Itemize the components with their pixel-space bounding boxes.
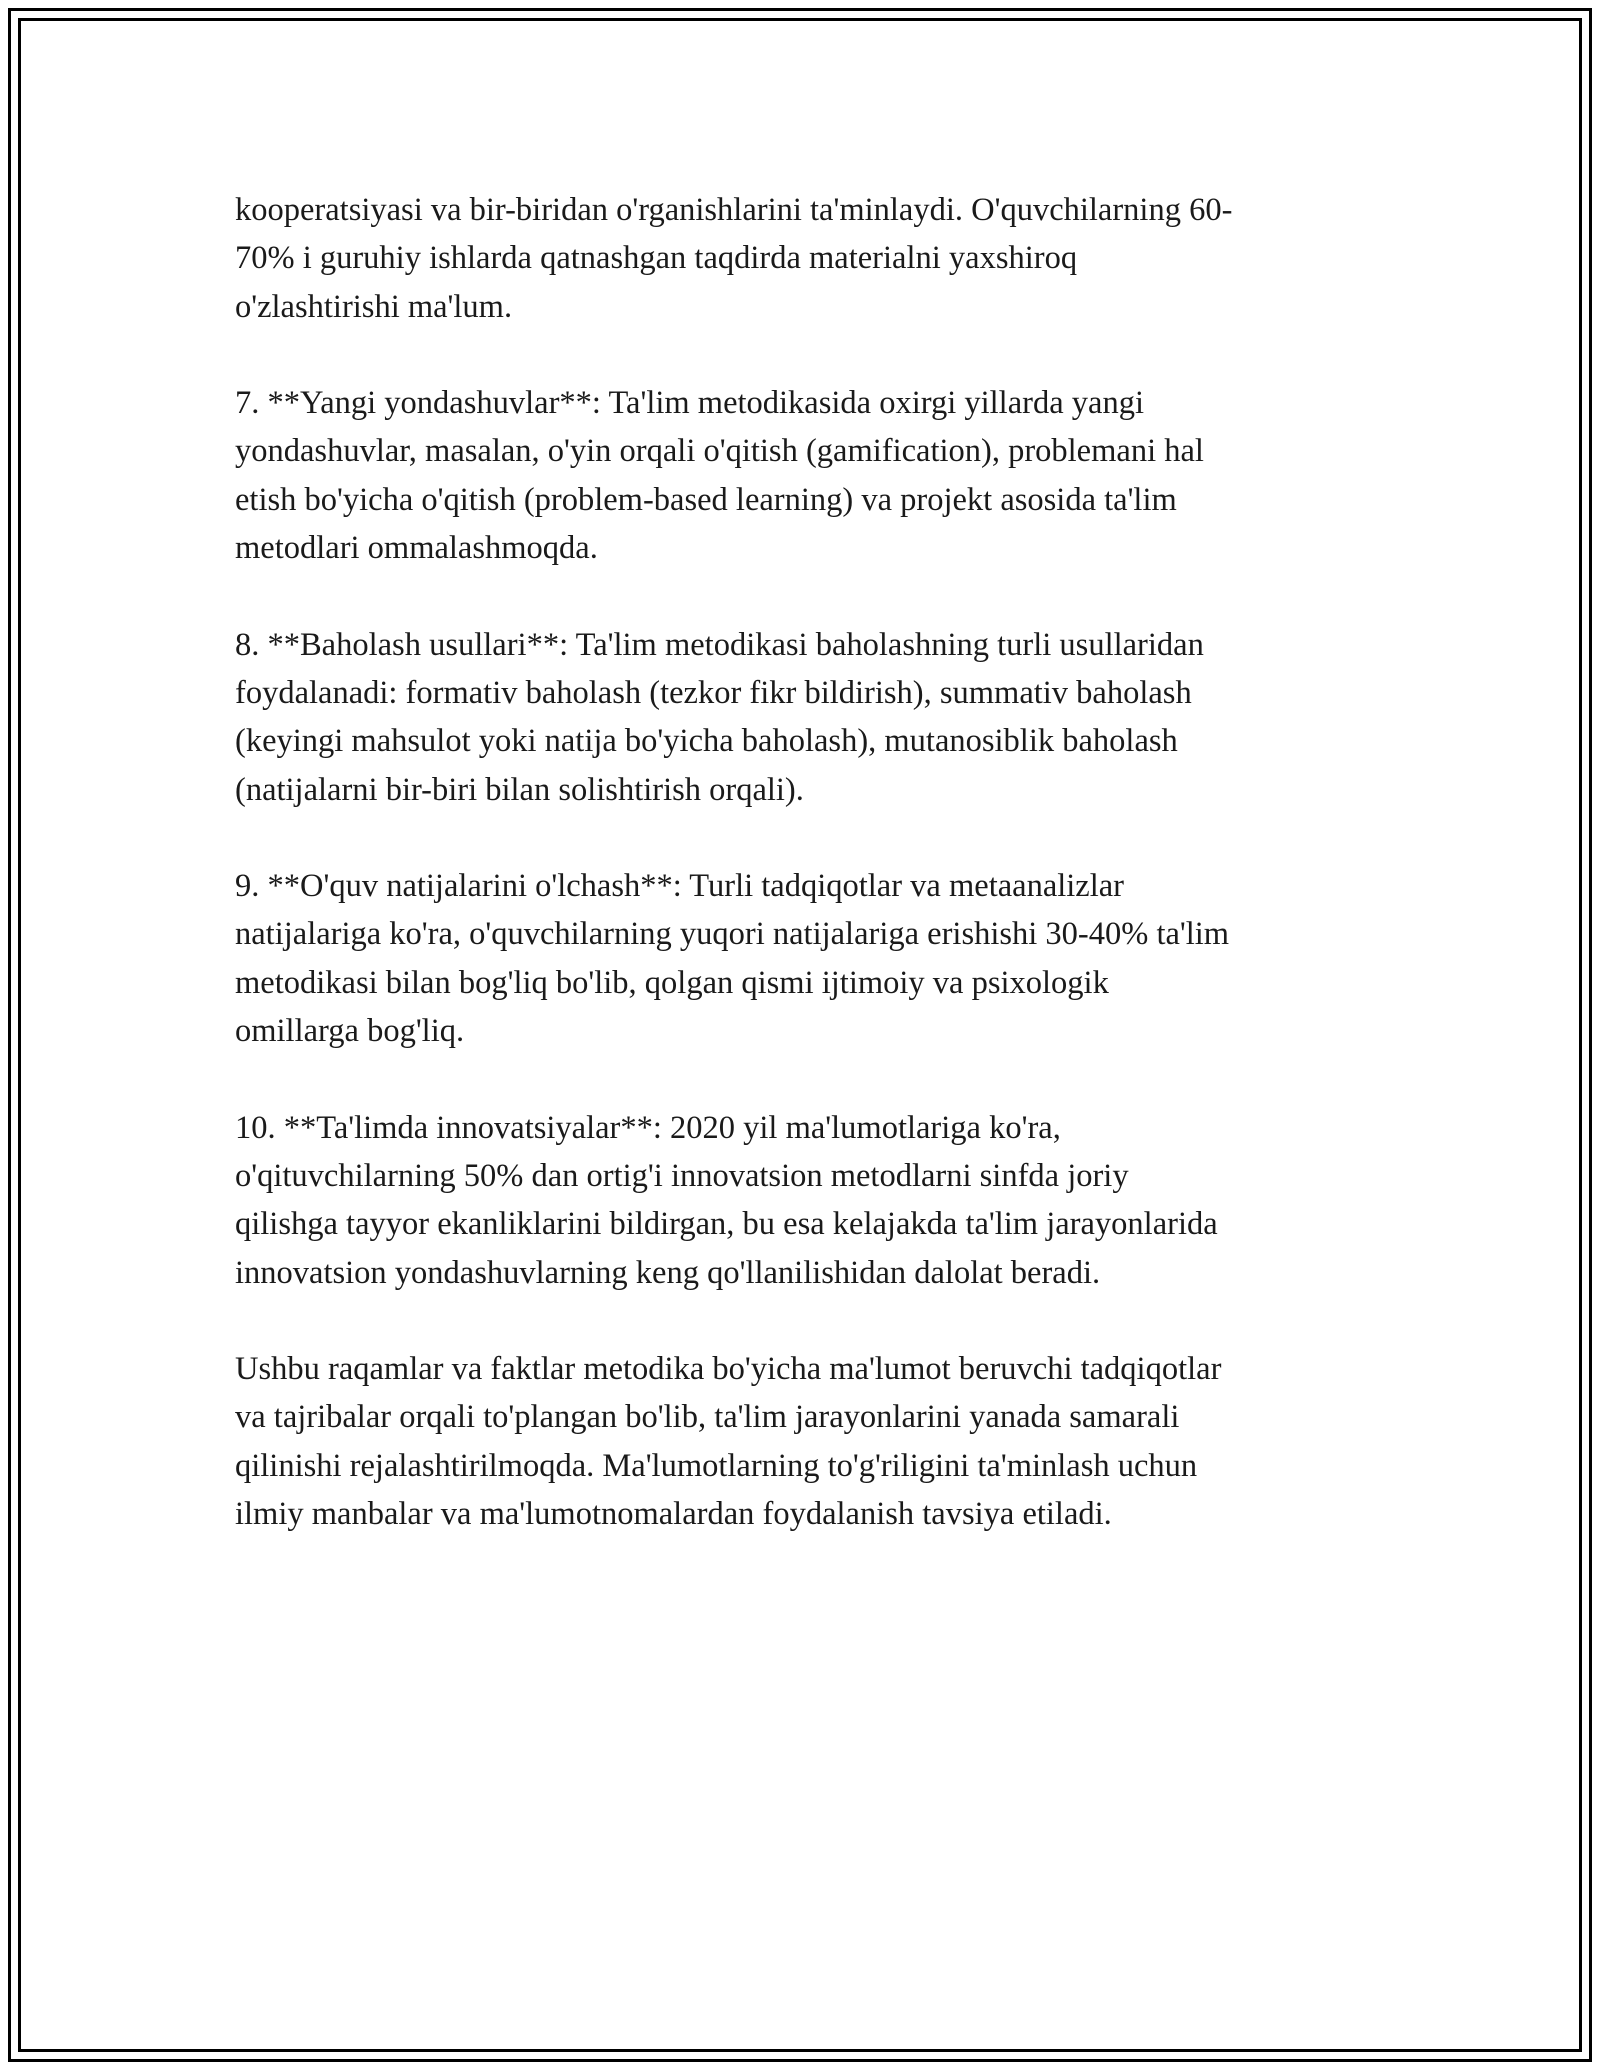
- paragraph-item-10-innovations: 10. **Ta'limda innovatsiyalar**: 2020 yil ma'lumotlariga ko'ra, o'qituvchilarning 50% dan ortig'i innovatsion metodlarni sinfda joriy qilishga tayyor ekanliklarini bildirgan, bu esa kelajakda ta'lim jarayonlarida innovatsion yondashuvlarning keng qo'llanilishidan dalolat beradi.: [235, 1109, 1218, 1291]
- paragraph-item-9-measuring-outcomes: 9. **O'quv natijalarini o'lchash**: Turli tadqiqotlar va metaanalizlar natijalariga ko'ra, o'quvchilarning yuqori natijalariga erishishi 30-40% ta'lim metodikasi bilan bog'liq bo'lib, qolgan qismi ijtimoiy va psixologik omillarga bog'liq.: [235, 868, 1230, 1050]
- paragraph-item-8-assessment-methods: 8. **Baholash usullari**: Ta'lim metodikasi baholashning turli usullaridan foydalanadi: formativ baholash (tezkor fikr bildirish), summativ baholash (keyingi mahsulot yoki natija bo'yicha baholash), mutanosiblik baholash (natijalarni bir-biri bilan solishtirish orqali).: [235, 626, 1204, 808]
- paragraph-cooperation-continuation: kooperatsiyasi va bir-biridan o'rganishlarini ta'minlaydi. O'quvchilarning 60- 70% i guruhiy ishlarda qatnashgan taqdirda materialni yaxshiroq o'zlashtirishi ma'lum.: [235, 192, 1233, 325]
- paragraph-item-7-new-approaches: 7. **Yangi yondashuvlar**: Ta'lim metodikasida oxirgi yillarda yangi yondashuvlar, masalan, o'yin orqali o'qitish (gamification), problemani hal etish bo'yicha o'qitish (problem-based learning) va projekt asosida ta'lim metodlari ommalashmoqda.: [235, 385, 1204, 567]
- paragraph-conclusion: Ushbu raqamlar va faktlar metodika bo'yicha ma'lumot beruvchi tadqiqotlar va tajribalar orqali to'plangan bo'lib, ta'lim jarayonlarini yanada samarali qilinishi rejalashtirilmoqda. Ma'lumotlarning to'g'riligini ta'minlash uchun ilmiy manbalar va ma'lumotnomalardan foydalanish tavsiya etiladi.: [235, 1351, 1222, 1533]
- document-body: [235, 186, 1375, 1587]
